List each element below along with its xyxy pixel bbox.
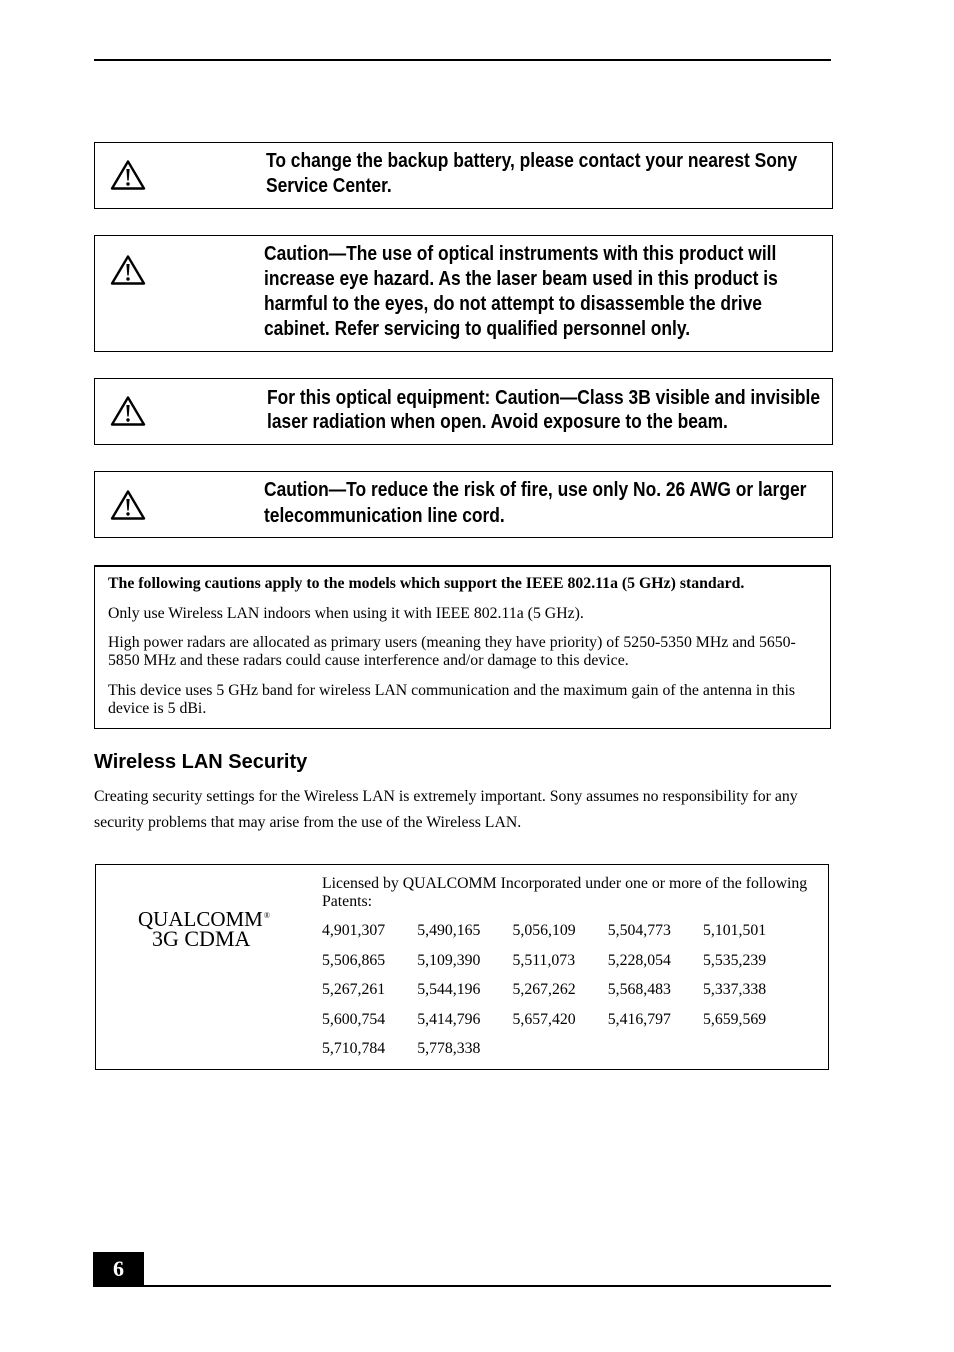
patent-number: 5,228,054 [607, 951, 671, 969]
caution-text [267, 386, 820, 434]
notice-line: 5850 MHz and these radars could cause interference and/or damage to this device. [108, 652, 629, 669]
patent-number: 5,568,483 [607, 981, 671, 999]
caution-box-laser-radiation [94, 378, 833, 445]
patent-number: 5,101,501 [703, 922, 767, 940]
notice-heading: The following cautions apply to the models which support the IEEE 802.11a (5 GHz) standard. [108, 575, 745, 592]
notice-paragraph [108, 634, 830, 670]
patent-number: 5,778,338 [417, 1040, 481, 1058]
warning-triangle-icon [110, 159, 146, 191]
license-line: Licensed by QUALCOMM Incorporated under one or more of the following [322, 875, 808, 892]
patent-number: 5,710,784 [322, 1040, 386, 1058]
patent-number: 5,659,569 [703, 1010, 767, 1028]
caution-line: telecommunication line cord. [264, 505, 505, 527]
warning-triangle-icon [110, 489, 146, 521]
patent-number: 5,414,796 [417, 1010, 481, 1028]
patent-number: 5,511,073 [512, 951, 576, 969]
header-rule [94, 59, 831, 61]
qualcomm-license-box [95, 864, 829, 1070]
caution-line: To change the backup battery, please contact your nearest Sony [266, 150, 798, 172]
footer-rule [93, 1285, 831, 1287]
notice-paragraph [108, 682, 830, 718]
license-statement [322, 875, 807, 911]
notice-line: Only use Wireless LAN indoors when using it with IEEE 802.11a (5 GHz). [108, 604, 584, 622]
patent-number: 5,337,338 [703, 981, 767, 999]
patent-number: 5,416,797 [607, 1010, 671, 1028]
caution-line: Service Center. [266, 175, 392, 197]
caution-box-line-cord [94, 471, 833, 538]
logo-subtitle: 3G CDMA [152, 926, 251, 951]
patent-list [322, 916, 798, 1064]
caution-line: harmful to the eyes, do not attempt to disassemble the drive [264, 293, 762, 315]
patent-number: 5,504,773 [607, 922, 671, 940]
caution-line: laser radiation when open. Avoid exposure to the beam. [267, 411, 728, 433]
patent-number: 5,490,165 [417, 922, 481, 940]
registered-mark: ® [263, 911, 270, 920]
caution-line: increase eye hazard. As the laser beam used in this product is [264, 268, 778, 290]
caution-line: Caution—The use of optical instruments with this product will [264, 243, 777, 265]
caution-box-optical-instruments [94, 235, 833, 352]
section-heading: Wireless LAN Security [94, 751, 308, 773]
caution-text [264, 242, 778, 342]
patent-number: 5,544,196 [417, 981, 481, 999]
patent-number: 4,901,307 [322, 922, 386, 940]
notice-paragraph [108, 605, 830, 623]
caution-box-backup-battery [94, 142, 833, 209]
warning-triangle-icon [110, 254, 146, 286]
patent-number: 5,535,239 [703, 951, 767, 969]
patent-number: 5,056,109 [512, 922, 576, 940]
caution-text [264, 477, 806, 529]
patent-number: 5,657,420 [512, 1010, 576, 1028]
patent-number: 5,506,865 [322, 951, 386, 969]
caution-line: Caution—To reduce the risk of fire, use only No. 26 AWG or larger [264, 479, 807, 501]
caution-line: cabinet. Refer servicing to qualified personnel only. [264, 318, 691, 340]
patent-number: 5,109,390 [417, 951, 481, 969]
body-line: Creating security settings for the Wireless LAN is extremely important. Sony assumes no responsibility for any [94, 788, 798, 805]
patent-number: 5,267,262 [512, 981, 576, 999]
license-line: Patents: [322, 893, 373, 910]
warning-triangle-icon [110, 395, 146, 427]
ieee-80211a-notice-box [94, 565, 831, 729]
caution-line: For this optical equipment: Caution—Class 3B visible and invisible [267, 387, 821, 409]
notice-line: High power radars are allocated as primary users (meaning they have priority) of 5250-5350 MHz and 5650- [108, 634, 796, 651]
patent-number: 5,600,754 [322, 1010, 386, 1028]
body-line: security problems that may arise from the use of the Wireless LAN. [94, 814, 522, 831]
section-body [94, 784, 798, 836]
notice-line: device is 5 dBi. [108, 699, 207, 717]
notice-line: This device uses 5 GHz band for wireless LAN communication and the maximum gain of the antenna in this [108, 681, 795, 699]
page-number: 6 [93, 1252, 144, 1287]
logo-wordmark: QUALCOMM [138, 907, 263, 931]
caution-text [266, 149, 797, 199]
patent-number: 5,267,261 [322, 981, 386, 999]
